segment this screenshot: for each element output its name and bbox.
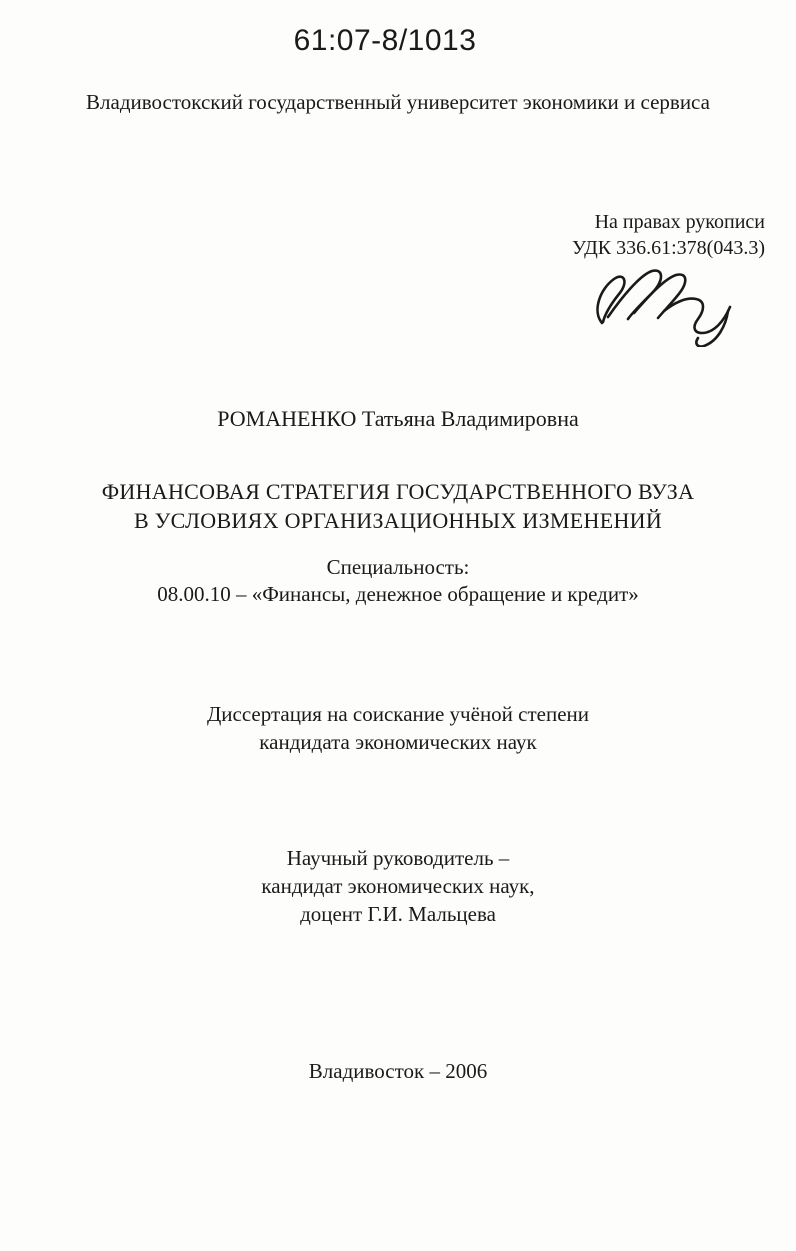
speciality-label: Специальность: bbox=[326, 555, 470, 579]
dissertation-title-line1: ФИНАНСОВАЯ СТРАТЕГИЯ ГОСУДАРСТВЕННОГО ВУЗА bbox=[101, 479, 695, 504]
dissertation-title bbox=[0, 477, 796, 535]
dissertation-title-line2: В УСЛОВИЯХ ОРГАНИЗАЦИОННЫХ ИЗМЕНЕНИЙ bbox=[133, 508, 663, 533]
degree-statement bbox=[0, 700, 796, 756]
advisor-role: Научный руководитель – bbox=[286, 846, 510, 870]
advisor-degree: кандидат экономических наук, bbox=[261, 874, 535, 898]
university-name: Владивостокский государственный университет экономики и сервиса bbox=[86, 90, 710, 114]
udc-code: УДК 336.61:378(043.3) bbox=[572, 237, 765, 259]
city-year: Владивосток – 2006 bbox=[308, 1059, 488, 1083]
manuscript-rights-note: На правах рукописи bbox=[594, 211, 765, 233]
signature-icon bbox=[590, 263, 766, 347]
manuscript-stamp bbox=[572, 209, 765, 261]
speciality-block bbox=[0, 554, 796, 608]
degree-statement-line1: Диссертация на соискание учёной степени bbox=[206, 702, 590, 726]
advisor-name: доцент Г.И. Мальцева bbox=[300, 902, 496, 926]
author-name: РОМАНЕНКО Татьяна Владимировна bbox=[217, 406, 579, 431]
advisor-block bbox=[0, 844, 796, 928]
catalog-number: 61:07-8/1013 bbox=[293, 24, 477, 57]
degree-statement-line2: кандидата экономических наук bbox=[259, 730, 537, 754]
speciality-value: 08.00.10 – «Финансы, денежное обращение и кредит» bbox=[157, 582, 639, 606]
